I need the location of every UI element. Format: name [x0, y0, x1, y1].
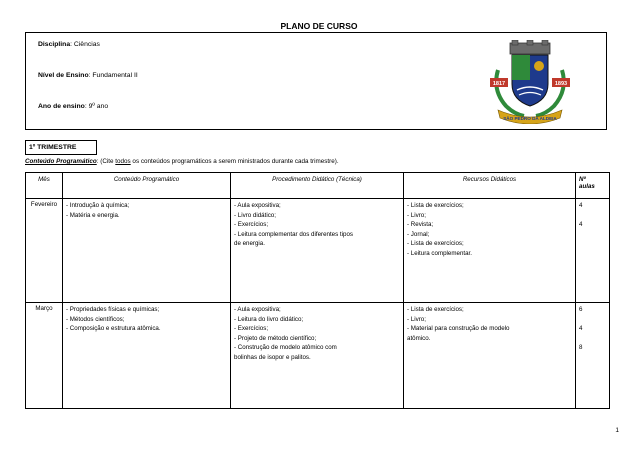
- municipal-crest-logo: [484, 40, 576, 124]
- list-item: - Material para construção de modelo: [407, 325, 510, 332]
- header-procedimento: Procedimento Didático (Técnica): [231, 173, 404, 199]
- list-item: - Construção de modelo atômico com: [234, 344, 337, 351]
- conteudo-instruction: [25, 158, 339, 165]
- list-item: - Exercícios;: [234, 325, 269, 332]
- nivel-line: [38, 72, 138, 79]
- aulas-count: 4: [579, 325, 583, 332]
- list-item: - Propriedades físicas e químicas;: [66, 306, 160, 313]
- aulas-count: 4: [579, 221, 583, 228]
- course-plan-table: [25, 172, 610, 409]
- conteudo-after: os conteúdos programáticos a serem ministrados durante cada trimestre).: [130, 158, 339, 165]
- list-item: - Jornal;: [407, 230, 430, 238]
- row-aulas: [576, 303, 610, 409]
- header-mes: Mês: [26, 173, 63, 199]
- row-month: Março: [26, 303, 63, 409]
- list-item: de energia.: [234, 240, 265, 247]
- list-item: - Leitura complementar.: [407, 249, 472, 257]
- crest-motto: SÃO PEDRO DA ALDEIA: [503, 116, 557, 121]
- row-procedimento: [231, 199, 404, 303]
- header-box: [25, 32, 607, 130]
- row-conteudo: [63, 303, 231, 409]
- aulas-spacer: [579, 334, 606, 344]
- table-header-row: [26, 173, 610, 199]
- nivel-value: : Fundamental II: [88, 72, 138, 79]
- row-recursos: [404, 303, 576, 409]
- aulas-count: 8: [579, 344, 583, 351]
- list-item: - Métodos científicos;: [66, 315, 125, 323]
- list-item: - Revista;: [407, 221, 434, 228]
- list-item: - Projeto de método científico;: [234, 334, 317, 342]
- list-item: - Leitura do livro didático;: [234, 315, 304, 323]
- aulas-spacer: [579, 315, 606, 325]
- disciplina-line: [38, 41, 100, 48]
- conteudo-underlined: todos: [115, 158, 131, 165]
- header-aulas-line1: Nº: [579, 176, 586, 183]
- aulas-count: 4: [579, 202, 583, 209]
- list-item: - Aula expositiva;: [234, 202, 281, 209]
- ano-value: : 9º ano: [84, 103, 109, 110]
- header-conteudo: Conteúdo Programático: [63, 173, 231, 199]
- list-item: - Composição e estrutura atômica.: [66, 325, 161, 332]
- row-conteudo: [63, 199, 231, 303]
- nivel-label: Nível de Ensino: [38, 72, 89, 79]
- page-number: 1: [615, 427, 619, 434]
- disciplina-label: Disciplina: [38, 41, 71, 48]
- list-item: - Livro;: [407, 211, 426, 219]
- disciplina-value: : Ciências: [70, 41, 100, 48]
- crest-year-right: 1893: [554, 81, 568, 87]
- header-aulas-line2: aulas: [579, 183, 595, 190]
- list-item: - Livro didático;: [234, 211, 276, 219]
- list-item: - Matéria e energia.: [66, 211, 120, 219]
- header-aulas: [576, 173, 610, 199]
- crest-year-left: 1817: [492, 81, 506, 87]
- ano-label: Ano de ensino: [38, 103, 85, 110]
- table-row: [26, 199, 610, 303]
- ano-line: [38, 103, 108, 110]
- list-item: - Lista de exercícios;: [407, 202, 464, 209]
- row-recursos: [404, 199, 576, 303]
- header-recursos: Recursos Didáticos: [404, 173, 576, 199]
- list-item: atômico.: [407, 334, 431, 342]
- list-item: - Lista de exercícios;: [407, 306, 464, 313]
- row-aulas: [576, 199, 610, 303]
- list-item: - Exercícios;: [234, 221, 269, 228]
- table-row: [26, 303, 610, 409]
- document-title: PLANO DE CURSO: [280, 21, 358, 31]
- row-procedimento: [231, 303, 404, 409]
- trimestre-label: 1º TRIMESTRE: [25, 140, 97, 155]
- list-item: bolinhas de isopor e palitos.: [234, 353, 311, 361]
- conteudo-before: : (Cite: [96, 158, 116, 165]
- aulas-count: 6: [579, 306, 583, 313]
- list-item: - Leitura complementar dos diferentes tipos: [234, 230, 353, 238]
- list-item: - Livro;: [407, 315, 426, 323]
- row-month: Fevereiro: [26, 199, 63, 303]
- conteudo-label: Conteúdo Programático: [25, 158, 97, 165]
- list-item: - Lista de exercícios;: [407, 240, 464, 247]
- list-item: - Introdução à química;: [66, 202, 130, 209]
- aulas-spacer: [579, 211, 606, 221]
- list-item: - Aula expositiva;: [234, 306, 281, 313]
